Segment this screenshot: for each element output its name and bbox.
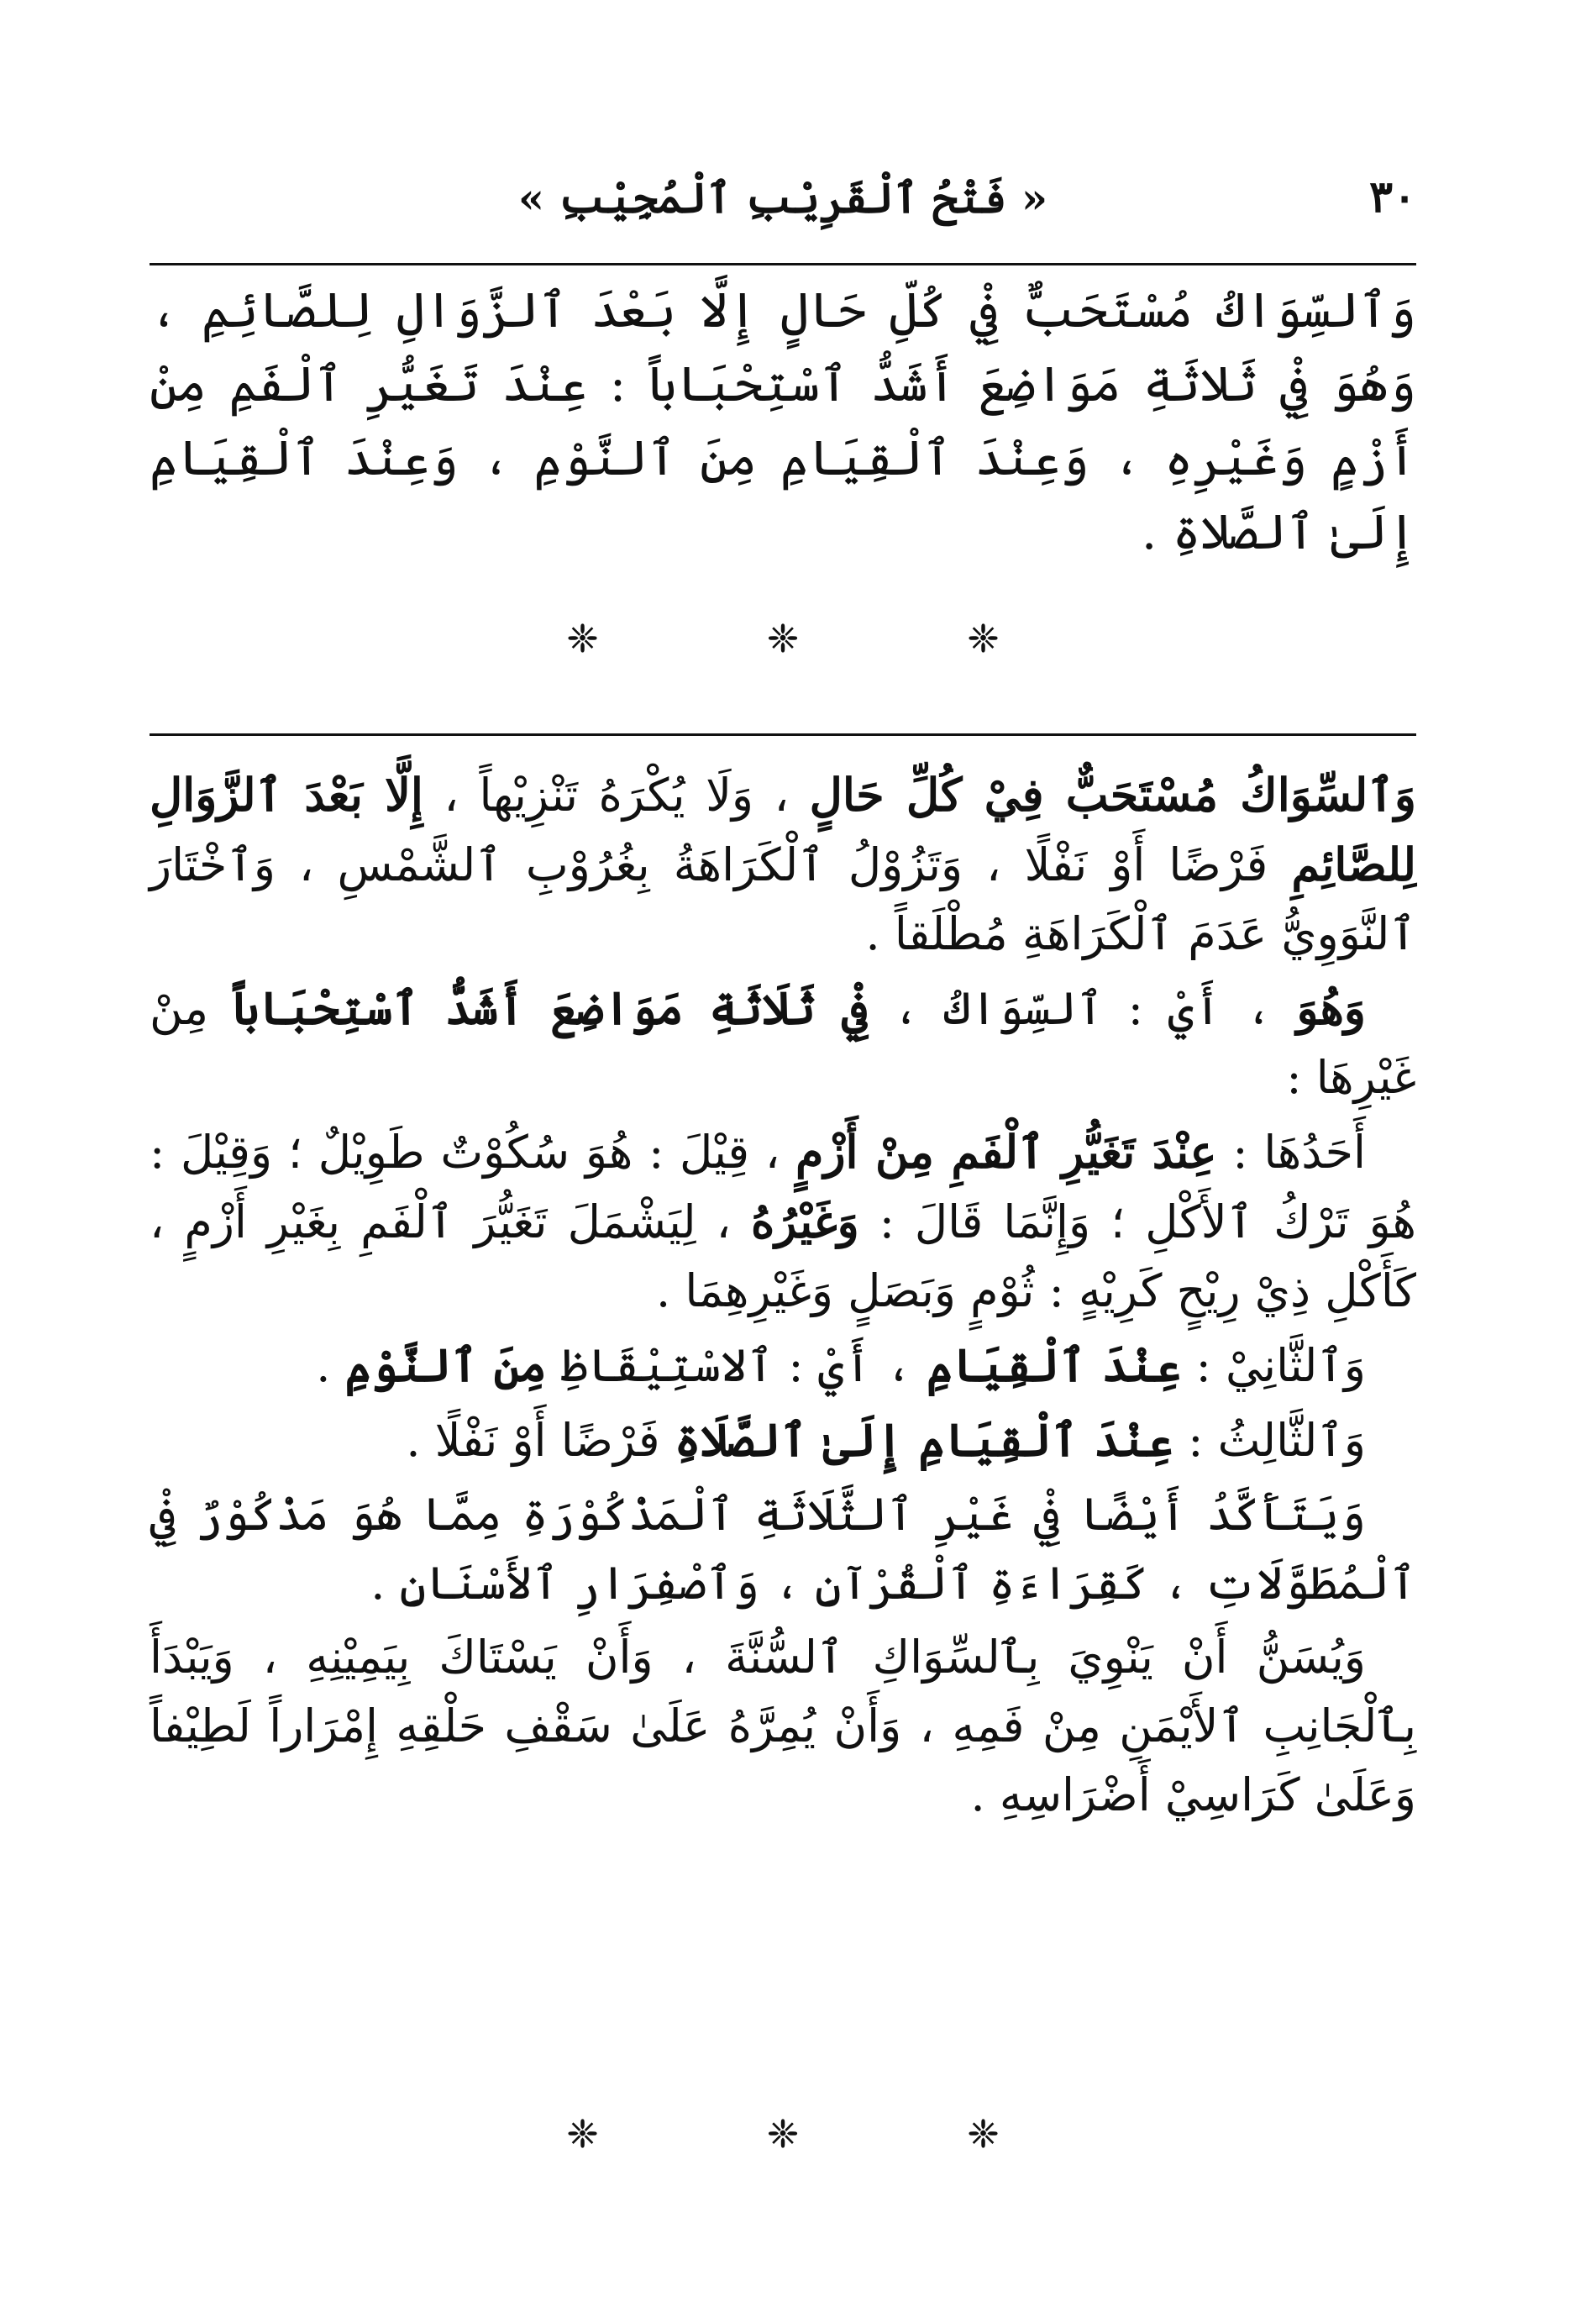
matn-quote: عِنْدَ تَغَيُّرِ ٱلْفَمِ مِنْ أَزْمٍ: [795, 1125, 1217, 1179]
matn-quote: وَهُوَ: [1296, 981, 1366, 1035]
asterism-icon: ❈: [766, 2111, 800, 2157]
commentary-paragraph-4: [150, 1331, 1416, 1400]
matn-quote: إِلَّا بَعْدَ ٱلزَّوَالِ لِلصَّائِمِ: [150, 768, 1416, 891]
commentary-span: ، لِيَشْمَلَ تَغَيُّرَ ٱلْفَمِ بِغَيْرِ أَزْمٍ ، كَأَكْلِ ذِيْ رِيْحٍ كَرِيْهٍ : ثُوْمٍ وَبَصَلٍ وَغَيْرِهِمَا .: [150, 1195, 1416, 1317]
header-rule: [150, 263, 1416, 265]
commentary-paragraph-2: [150, 974, 1416, 1112]
commentary-span: وَٱلثَّالِثُ :: [1173, 1414, 1366, 1467]
commentary-paragraph-7: [150, 1623, 1416, 1830]
commentary-span: مِنْ غَيْرِهَا :: [150, 982, 1416, 1104]
matn-quote: عِنْدَ ٱلْقِيَامِ إِلَىٰ ٱلصَّلَاةِ: [674, 1413, 1174, 1467]
matn-quote: مِنَ ٱلنَّوْمِ: [344, 1338, 547, 1392]
commentary-span: ، أَيْ : ٱلسِّوَاكُ ،: [868, 982, 1297, 1035]
commentary-span: فَرْضًا أَوْ نَفْلًا ، وَتَزُوْلُ ٱلْكَرَاهَةُ بِغُرُوْبِ ٱلشَّمْسِ ، وَٱخْتَارَ ٱلنَّوَوِيُّ عَدَمَ ٱلْكَرَاهَةِ مُطْلَقاً .: [150, 838, 1416, 960]
matn-text: [150, 273, 1416, 569]
commentary-span: ، أَيْ : ٱلاسْتِيْقَاظِ: [546, 1339, 927, 1392]
matn-paragraph: وَٱلسِّوَاكُ مُسْتَحَبٌّ فِيْ كُلِّ حَالٍ إِلَّا بَعْدَ ٱلزَّوَالِ لِلصَّائِمِ ، وَهُوَ فِيْ ثَلاثَةِ مَوَاضِعَ أَشَدُّ ٱسْتِحْبَاباً : عِنْدَ تَغَيُّرِ ٱلْفَمِ مِنْ أَزْمٍ وَغَيْرِهِ ، وَعِنْدَ ٱلْقِيَامِ مِنَ ٱلنَّوْمِ ، وَعِنْدَ ٱلْقِيَامِ إِلَىٰ ٱلصَّلاةِ .: [150, 281, 1416, 560]
commentary-paragraph-5: [150, 1405, 1416, 1475]
matn-quote: فِيْ ثَلَاثَةِ مَوَاضِعَ أَشَدُّ ٱسْتِحْبَاباً: [233, 981, 869, 1035]
commentary-span: وَيُسَنُّ أَنْ يَنْوِيَ بِٱلسِّوَاكِ ٱلسُّنَّةَ ، وَأَنْ يَسْتَاكَ بِيَمِيْنِهِ ، وَيَبْدَأَ بِٱلْجَانِبِ ٱلأَيْمَنِ مِنْ فَمِهِ ، وَأَنْ يُمِرَّهُ عَلَىٰ سَقْفِ حَلْقِهِ إِمْرَاراً لَطِيْفاً وَعَلَىٰ كَرَاسِيْ أَضْرَاسِهِ .: [150, 1631, 1416, 1821]
commentary-span: وَيَتَأَكَّدُ أَيْضًا فِيْ غَيْرِ ٱلثَّلَاثَةِ ٱلْمَذْكُوْرَةِ مِمَّا هُوَ مَذْكُوْرٌ فِيْ ٱلْمُطَوَّلَاتِ ، كَقِرَاءَةِ ٱلْقُرْآنِ ، وَٱصْفِرَارِ ٱلأَسْنَانِ .: [150, 1488, 1416, 1610]
commentary-rule: [150, 733, 1416, 736]
commentary-span: ، قِيْلَ : هُوَ سُكُوْتٌ طَوِيْلٌ ؛ وَقِيْلَ : هُوَ تَرْكُ ٱلأَكْلِ ؛ وَإِنَّمَا قَالَ :: [150, 1126, 1416, 1248]
commentary-span: أَحَدُهَا :: [1216, 1126, 1367, 1179]
matn-quote: وَغَيْرُهُ: [751, 1195, 859, 1248]
page-number: ٣٠: [1369, 171, 1416, 223]
commentary-paragraph-1: [150, 760, 1416, 969]
commentary-paragraph-6: [150, 1480, 1416, 1618]
asterism-icon: ❈: [766, 616, 800, 661]
asterism-icon: ❈: [967, 2111, 1000, 2157]
section-separator: [150, 2109, 1416, 2159]
commentary-text: [150, 760, 1416, 1835]
matn-quote: وَٱلسِّوَاكُ مُسْتَحَبٌّ فِيْ كُلِّ حَالٍ: [809, 768, 1417, 822]
running-title: « فَتْحُ ٱلْقَرِيْبِ ٱلْمُجِيْبِ »: [517, 173, 1048, 223]
commentary-span: وَٱلثَّانِيْ :: [1181, 1339, 1366, 1392]
matn-quote: عِنْدَ ٱلْقِيَامِ: [926, 1338, 1182, 1392]
asterism-icon: ❈: [967, 616, 1000, 661]
asterism-icon: ❈: [566, 616, 599, 661]
commentary-paragraph-3: [150, 1117, 1416, 1326]
commentary-span: .: [316, 1339, 345, 1392]
commentary-span: فَرْضًا أَوْ نَفْلًا .: [406, 1414, 675, 1467]
section-separator: [150, 613, 1416, 664]
page-header: [150, 168, 1416, 235]
commentary-span: ، وَلَا يُكْرَهُ تَنْزِيْهاً ،: [423, 769, 810, 822]
asterism-icon: ❈: [566, 2111, 599, 2157]
